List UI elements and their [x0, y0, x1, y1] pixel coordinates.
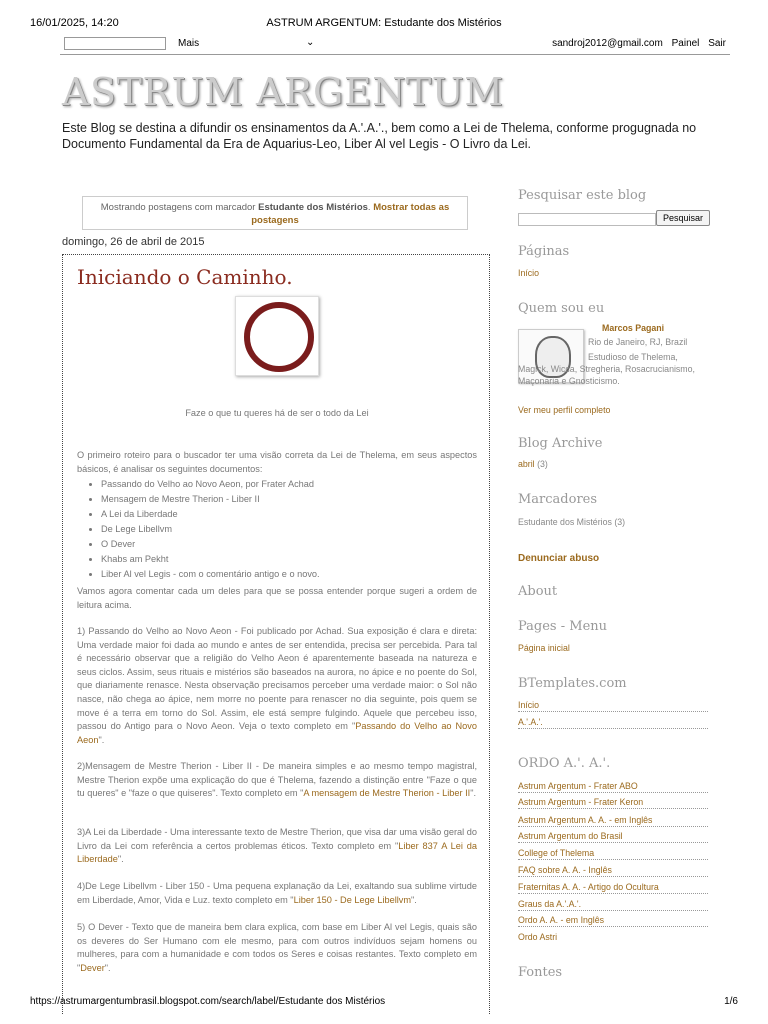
- print-page-number: 1/6: [724, 996, 738, 1007]
- labels-heading: Marcadores: [518, 492, 598, 507]
- ordo-link[interactable]: Astrum Argentum - Frater Keron: [518, 797, 708, 809]
- ordo-link[interactable]: Astrum Argentum - Frater ABO: [518, 781, 708, 793]
- link-mensagem-mestre-therion[interactable]: A mensagem de Mestre Therion - Liber II: [303, 788, 471, 799]
- search-button[interactable]: Pesquisar: [656, 210, 710, 226]
- ordo-link[interactable]: Astrum Argentum A. A. - em Inglês: [518, 815, 708, 827]
- post-paragraph-1: [77, 625, 477, 747]
- ordo-link[interactable]: Ordo A. A. - em Inglês: [518, 915, 708, 927]
- list-item: • De Lege Libellvm: [101, 523, 477, 537]
- ordo-link[interactable]: FAQ sobre A. A. - Inglês: [518, 865, 708, 877]
- post-paragraph-4: [77, 880, 477, 907]
- paragraph-end: ".: [470, 788, 477, 799]
- btemplates-link-aa[interactable]: A.'.A.'.: [518, 717, 708, 729]
- paragraph-end: ".: [411, 894, 417, 905]
- paragraph-text: 3)A Lei da Liberdade - Uma interessante texto de Mestre Therion, que visa dar uma visão geral do Livro da Lei com referência a certos problemas éticos. Texto completo em ": [77, 827, 477, 851]
- ordo-heading: ORDO A.'. A.'.: [518, 756, 611, 771]
- report-abuse-link[interactable]: Denunciar abuso: [518, 553, 600, 564]
- search-input[interactable]: [518, 213, 656, 226]
- list-item: • O Dever: [101, 538, 477, 552]
- menu-home-link[interactable]: Página inicial: [518, 643, 570, 653]
- list-item: • Liber Al vel Legis - com o comentário antigo e o novo.: [101, 568, 477, 582]
- chevron-down-icon[interactable]: ⌄: [306, 37, 315, 48]
- btemplates-heading: BTemplates.com: [518, 676, 627, 691]
- post-container: [62, 254, 490, 1014]
- blog-title[interactable]: ASTRUM ARGENTUM: [62, 70, 504, 114]
- post-paragraph-5: [77, 921, 477, 975]
- paragraph-text: 5) O Dever - Texto que de maneira bem clara explica, com base em Liber Al vel Legis, quais são os deveres do Ser Humano com ele mesmo, para com outros indivíduos sejam homens ou mulheres, para com a humanidade e com todos os Seres e coisas restantes. Texto completo em ": [77, 922, 477, 973]
- link-dever[interactable]: Dever: [80, 962, 105, 973]
- about-me-heading: Quem sou eu: [518, 301, 605, 316]
- paragraph-end: ".: [117, 854, 124, 865]
- navbar-search-input[interactable]: [64, 37, 166, 50]
- ordo-link[interactable]: College of Thelema: [518, 848, 708, 860]
- search-heading: Pesquisar este blog: [518, 188, 647, 203]
- paragraph-text: 4)De Lege Libellvm - Liber 150 - Uma pequena explanação da Lei, exaltando sua sublime virtude em Liberdade, Amor, Vida e Luz. texto completo em ": [77, 881, 477, 905]
- post-paragraph-3: [77, 826, 477, 867]
- post-after-list: Vamos agora comentar cada um deles para que se possa entender porque sugeri a ordem de leitura acima.: [77, 586, 477, 610]
- list-item: • Mensagem de Mestre Therion - Liber II: [101, 493, 477, 507]
- blog-description: Este Blog se destina a difundir os ensinamentos da A.'.A.'., bem como a Lei de Thelema, conforme progugnada no Documento Fundamental da Era de Aquarius-Leo, Liber Al vel Legis - O Livro da Lei.: [62, 121, 697, 151]
- post-motto: Faze o que tu queres há de ser o todo da Lei: [185, 408, 369, 418]
- post-intro: O primeiro roteiro para o buscador ter uma visão correta da Lei de Thelema, em seus aspectos básicos, é analisar os seguintes documentos:: [77, 450, 477, 474]
- link-liber-837[interactable]: Liber 837 A Lei da Liberdade: [77, 840, 477, 865]
- archive-heading: Blog Archive: [518, 436, 603, 451]
- pages-home-link[interactable]: Início: [518, 268, 540, 278]
- post-image[interactable]: [235, 296, 319, 376]
- show-all-posts-link[interactable]: Mostrar todas as postagens: [251, 202, 450, 226]
- ring-image-icon: [244, 302, 314, 372]
- navbar-user-area: [546, 38, 726, 49]
- profile-location: Rio de Janeiro, RJ, Brazil: [588, 337, 688, 347]
- link-liber-150[interactable]: Liber 150 - De Lege Libellvm: [293, 894, 412, 905]
- navbar-more-menu[interactable]: Mais: [178, 38, 200, 49]
- archive-count: (3): [537, 459, 548, 469]
- document-list: [77, 478, 477, 583]
- post-paragraph-2: [77, 760, 477, 801]
- status-label: Estudante dos Mistérios: [258, 202, 368, 213]
- navbar-panel-link[interactable]: Painel: [671, 38, 700, 49]
- profile-bio: Estudioso de Thelema, Magick, Wicca, Stregheria, Rosacrucianismo, Maçonaria e Gnosticismo.: [518, 352, 695, 386]
- list-item: • Khabs am Pekht: [101, 553, 477, 567]
- ordo-link[interactable]: Ordo Astri: [518, 932, 558, 942]
- ordo-link[interactable]: Fraternitas A. A. - Artigo do Ocultura: [518, 882, 708, 894]
- paragraph-end: ".: [104, 962, 111, 973]
- ordo-link[interactable]: Graus da A.'.A.'.: [518, 899, 708, 911]
- archive-month[interactable]: abril: [518, 459, 535, 469]
- archive-month-link[interactable]: [518, 459, 548, 469]
- status-prefix: Mostrando postagens com marcador: [100, 202, 256, 213]
- list-item: • Passando do Velho ao Novo Aeon, por Frater Achad: [101, 478, 477, 492]
- blogger-navbar: [60, 36, 730, 55]
- post-title[interactable]: Iniciando o Caminho.: [77, 265, 293, 289]
- navbar-email: sandroj2012@gmail.com: [552, 38, 663, 49]
- paragraph-end: ".: [98, 734, 105, 745]
- label-item[interactable]: Estudante dos Mistérios (3): [518, 517, 626, 527]
- print-page-title: ASTRUM ARGENTUM: Estudante dos Mistérios: [266, 17, 502, 29]
- print-datetime: 16/01/2025, 14:20: [30, 17, 119, 29]
- about-heading: About: [518, 584, 558, 599]
- profile-full-link[interactable]: Ver meu perfil completo: [518, 405, 611, 415]
- paragraph-text: 2)Mensagem de Mestre Therion - Liber II - De maneira simples e ao mesmo tempo magistral, Mestre Therion expõe uma explicação do que é Thelema, fazendo a distinção entre "Faze o que tu queres" e "faze o que quiseres". Texto completo em ": [77, 761, 477, 799]
- sources-heading: Fontes: [518, 965, 563, 980]
- navbar-logout-link[interactable]: Sair: [708, 38, 726, 49]
- btemplates-link-home[interactable]: Início: [518, 700, 708, 712]
- profile-name-link[interactable]: Marcos Pagani: [602, 323, 665, 333]
- list-item: • A Lei da Liberdade: [101, 508, 477, 522]
- pages-menu-heading: Pages - Menu: [518, 619, 608, 634]
- pages-heading: Páginas: [518, 244, 570, 259]
- print-url: https://astrumargentumbrasil.blogspot.com/search/label/Estudante dos Mistérios: [30, 996, 386, 1007]
- post-date: domingo, 26 de abril de 2015: [62, 236, 205, 248]
- ordo-link[interactable]: Astrum Argentum do Brasil: [518, 831, 708, 843]
- link-passando-velho-novo-aeon[interactable]: Passando do Velho ao Novo Aeon: [77, 721, 477, 745]
- label-status-box: Mostrando postagens com marcador Estudante dos Mistérios. Mostrar todas as postagens: [82, 196, 468, 230]
- paragraph-text: 1) Passando do Velho ao Novo Aeon - Foi publicado por Achad. Sua exposição é clara e direta: Uma verdade maior foi dada ao mundo e antes de ser entendida, precisa ser percebida. Para tal é necessário observar que a religião do Velho Aeon é aparentemente baseada na natureza e seus ciclos. Assim, seus rituais e mistérios são baseados na aurora, no ápice e no poente do Sol, que diariamente renasce. Nesta observação precisamos perceber uma verdade maior: o Sol não nasce, não chega ao ápice, nem morre no poente para renascer no dia seguinte, pois quem se move é a terra em torno do Sol. Assim, ele está sempre fulgindo. Aquele que percebeu isso, passou do Antigo para o Novo Aeon. Veja o texto completo em ": [77, 626, 477, 732]
